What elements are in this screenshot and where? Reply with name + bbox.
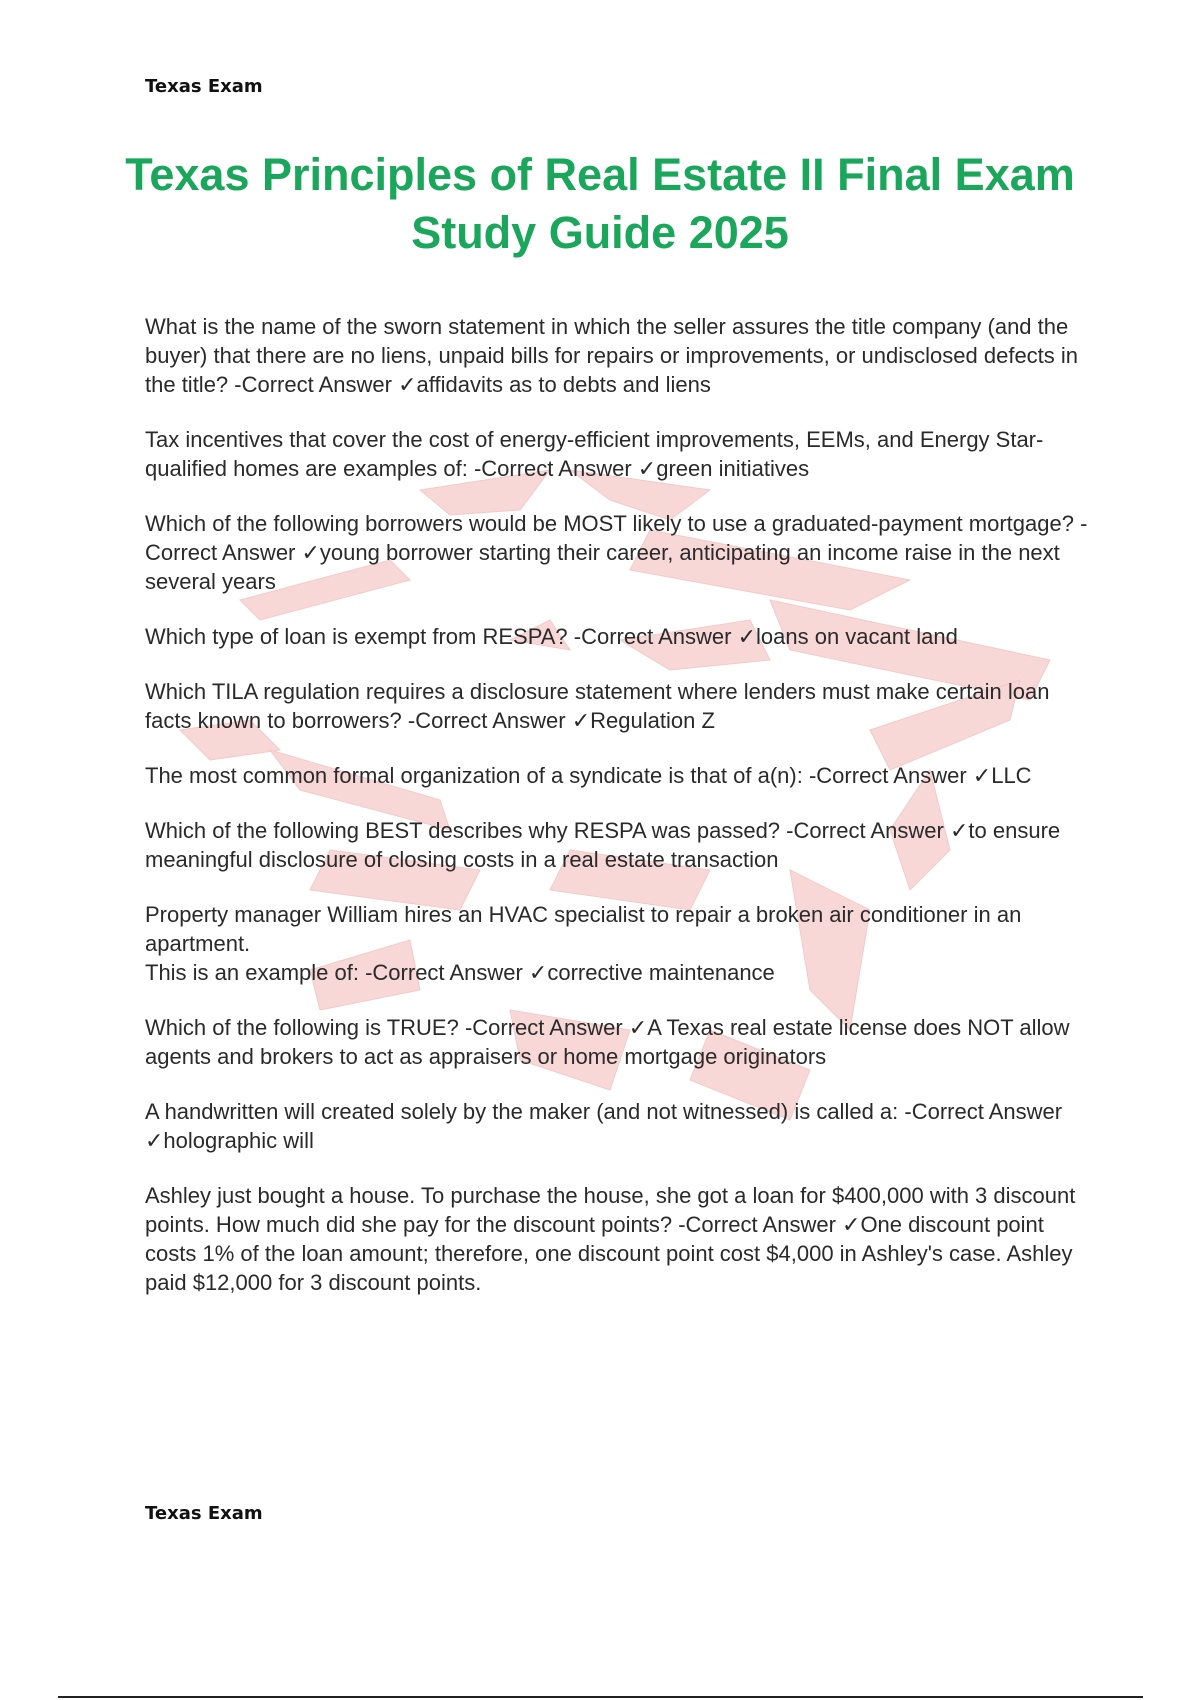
- qa-item-3: Which of the following borrowers would be MOST likely to use a graduated-payment mortgage? -Correct Answer ✓young borrower starting their career, anticipating an income raise in the next several years: [145, 511, 1088, 594]
- qa-list: [145, 312, 1090, 1323]
- qa-item-2: Tax incentives that cover the cost of energy-efficient improvements, EEMs, and Energy Star-qualified homes are examples of: -Correct Answer ✓green initiatives: [145, 427, 1044, 481]
- page-divider: [58, 1696, 1143, 1698]
- qa-item-9: Which of the following is TRUE? -Correct Answer ✓A Texas real estate license does NOT allow agents and brokers to act as appraisers or home mortgage originators: [145, 1015, 1070, 1069]
- qa-item-5: Which TILA regulation requires a disclosure statement where lenders must make certain loan facts known to borrowers? -Correct Answer ✓Regulation Z: [145, 679, 1050, 733]
- qa-item-6: The most common formal organization of a syndicate is that of a(n): -Correct Answer ✓LLC: [145, 763, 1032, 788]
- qa-item-4: Which type of loan is exempt from RESPA? -Correct Answer ✓loans on vacant land: [145, 624, 958, 649]
- page-header: Texas Exam: [145, 76, 263, 97]
- document-title: Texas Principles of Real Estate II Final Exam Study Guide 2025: [125, 149, 1075, 258]
- qa-item-8: Property manager William hires an HVAC specialist to repair a broken air conditioner in an apartment. This is an example of: -Correct Answer ✓corrective maintenance: [145, 902, 1022, 985]
- page-footer: Texas Exam: [145, 1503, 263, 1524]
- qa-item-1: What is the name of the sworn statement in which the seller assures the title company (and the buyer) that there are no liens, unpaid bills for repairs or improvements, or undisclosed defects in the title? -Correct Answer ✓affidavits as to debts and liens: [145, 314, 1079, 397]
- qa-item-11: Ashley just bought a house. To purchase the house, she got a loan for $400,000 with 3 discount points. How much did she pay for the discount points? -Correct Answer ✓One discount point costs 1% of the loan amount; therefore, one discount point cost $4,000 in Ashley's case. Ashley paid $12,000 for 3 discount points.: [145, 1183, 1076, 1295]
- qa-item-7: Which of the following BEST describes why RESPA was passed? -Correct Answer ✓to ensure meaningful disclosure of closing costs in a real estate transaction: [145, 818, 1061, 872]
- qa-item-10: A handwritten will created solely by the maker (and not witnessed) is called a: -Correct Answer ✓holographic will: [145, 1099, 1063, 1153]
